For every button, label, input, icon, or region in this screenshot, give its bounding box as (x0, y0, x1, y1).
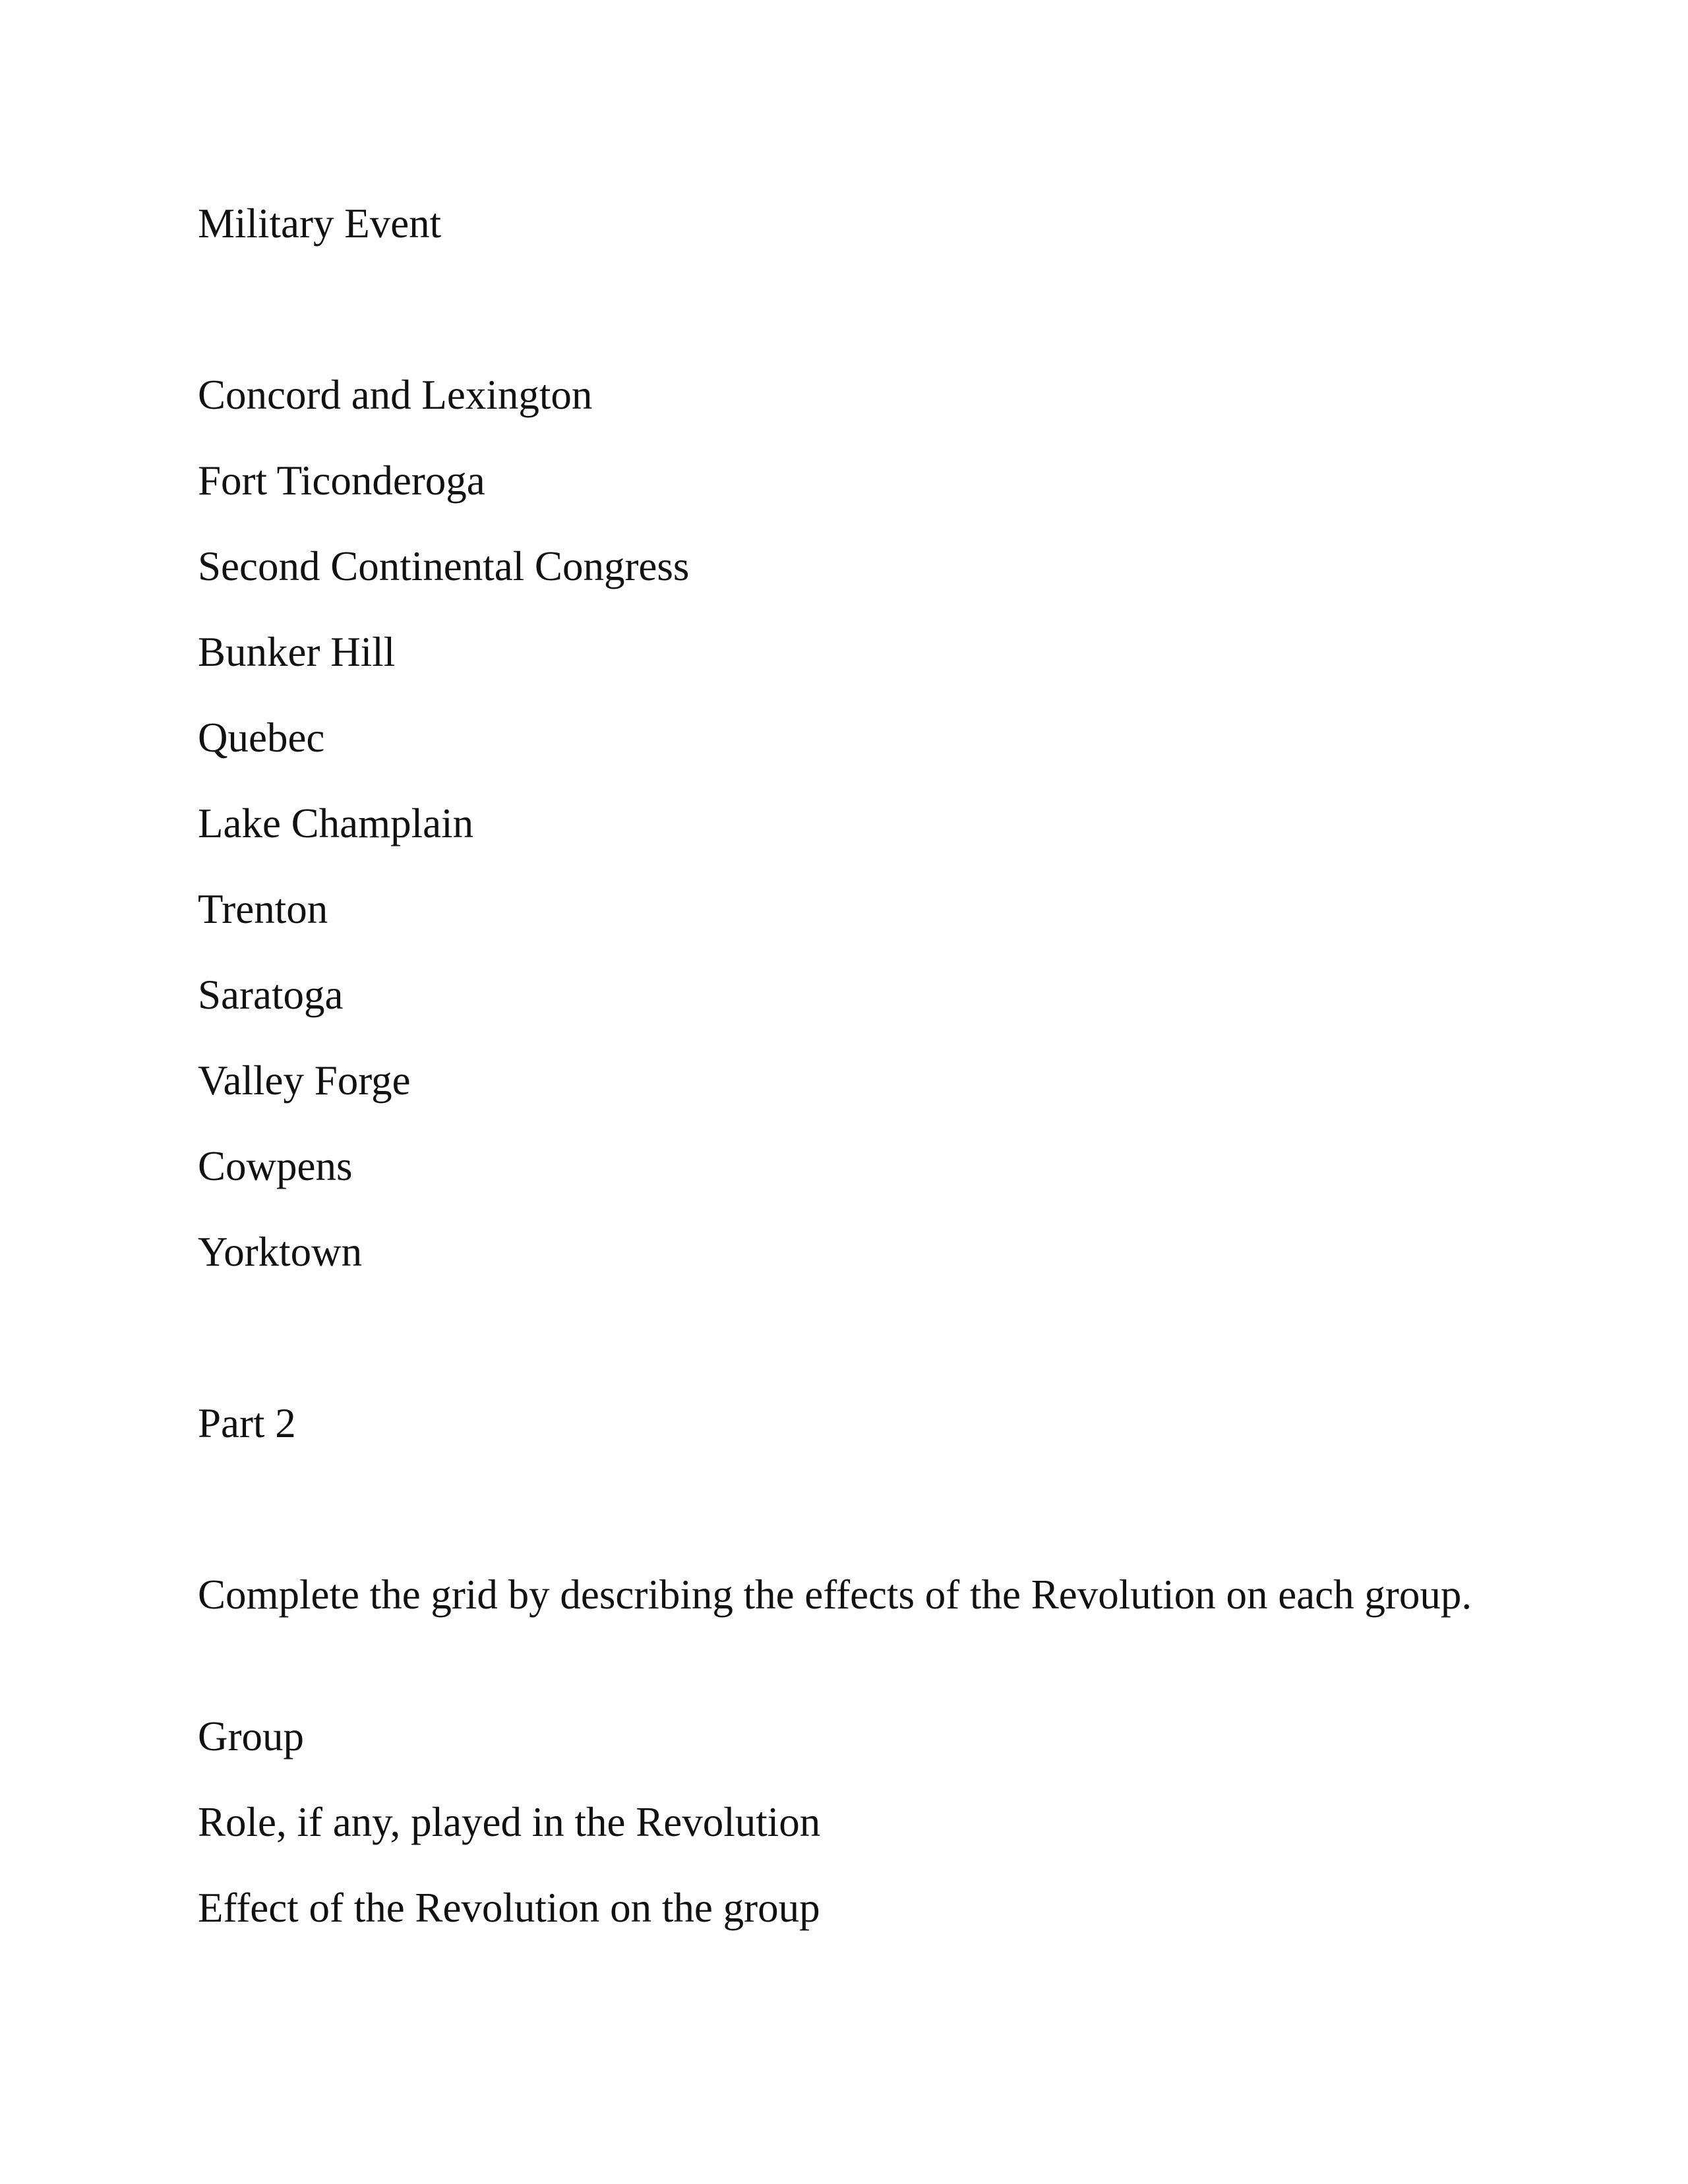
military-event-heading: Military Event (198, 200, 442, 247)
column-role: Role, if any, played in the Revolution (198, 1799, 821, 1845)
event-saratoga: Saratoga (198, 972, 344, 1018)
event-valley-forge: Valley Forge (198, 1057, 411, 1104)
event-cowpens: Cowpens (198, 1143, 353, 1189)
column-effect: Effect of the Revolution on the group (198, 1885, 820, 1931)
event-lake-champlain: Lake Champlain (198, 800, 474, 846)
part-2-instructions: Complete the grid by describing the effects of the Revolution on each group. (198, 1572, 1472, 1618)
event-concord-lexington: Concord and Lexington (198, 372, 593, 418)
event-second-continental-congress: Second Continental Congress (198, 543, 690, 589)
part-2-heading: Part 2 (198, 1400, 296, 1446)
event-yorktown: Yorktown (198, 1229, 363, 1275)
event-fort-ticonderoga: Fort Ticonderoga (198, 457, 485, 504)
event-quebec: Quebec (198, 715, 325, 761)
event-trenton: Trenton (198, 886, 328, 932)
column-group: Group (198, 1713, 304, 1759)
event-bunker-hill: Bunker Hill (198, 629, 396, 675)
